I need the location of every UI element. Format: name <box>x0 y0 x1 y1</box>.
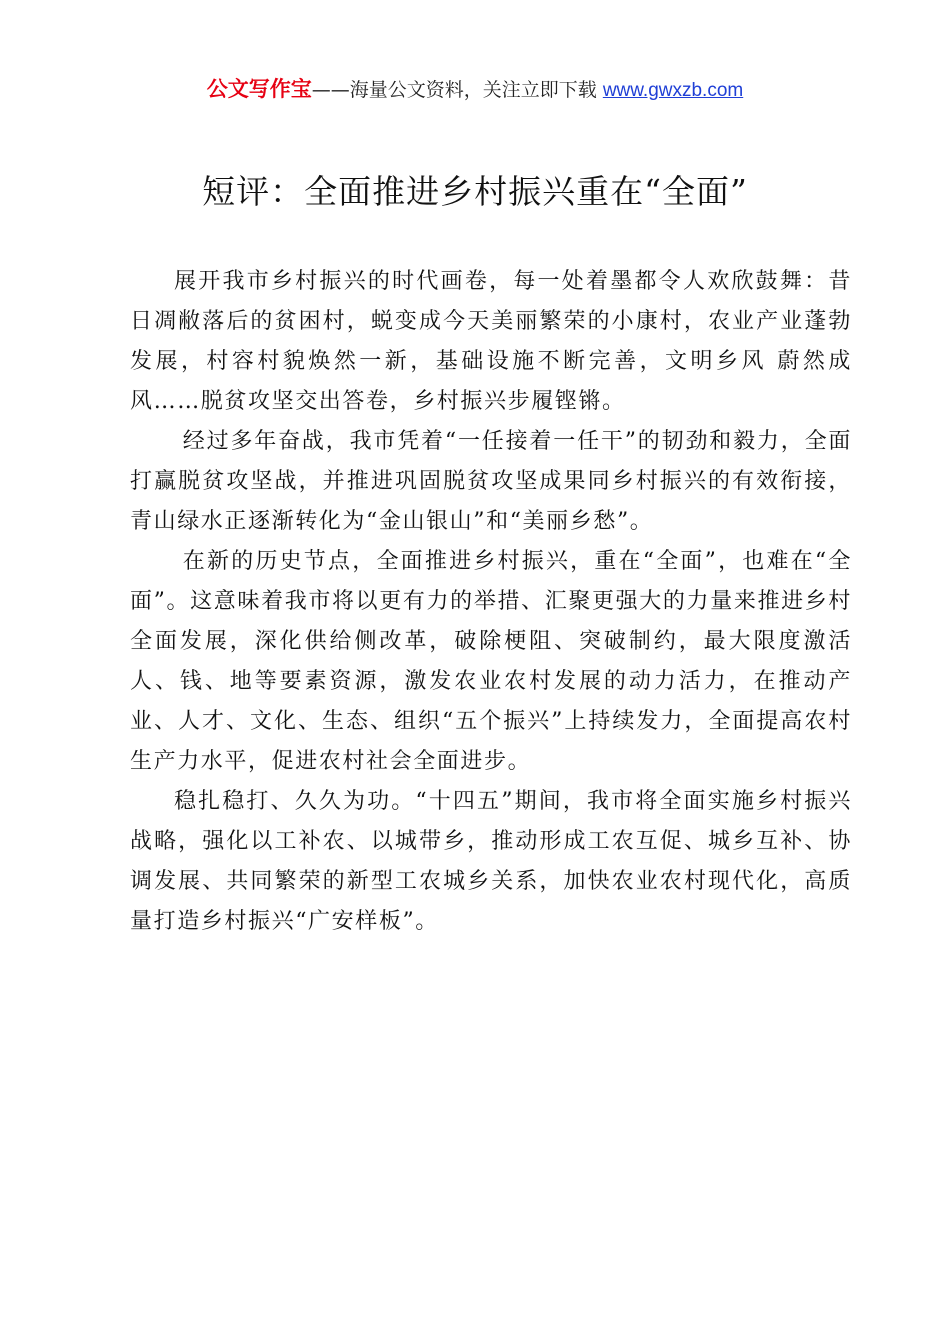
paragraph: 稳扎稳打、久久为功。“十四五”期间，我市将全面实施乡村振兴战略，强化以工补农、以城带乡，推动形成工农互促、城乡互补、协调发展、共同繁荣的新型工农城乡关系，加快农业农村现代化，高质量打造乡村振兴“广安样板”。 <box>130 789 852 934</box>
document-body <box>130 262 852 942</box>
paragraph: 在新的历史节点，全面推进乡村振兴，重在“全面”，也难在“全面”。这意味着我市将以更有力的举措、汇聚更强大的力量来推进乡村全面发展，深化供给侧改革，破除梗阻、突破制约，最大限度激活人、钱、地等要素资源，激发农业农村发展的动力活力，在推动产业、人才、文化、生态、组织“五个振兴”上持续发力，全面提高农村生产力水平，促进农村社会全面进步。 <box>130 549 852 774</box>
brand-name: 公文写作宝 <box>206 77 312 101</box>
page-header <box>0 76 950 104</box>
paragraph: 展开我市乡村振兴的时代画卷，每一处着墨都令人欢欣鼓舞：昔日凋敝落后的贫困村，蜕变成今天美丽繁荣的小康村，农业产业蓬勃发展，村容村貌焕然一新，基础设施不断完善，文明乡风 蔚然成风……脱贫攻坚交出答卷，乡村振兴步履铿锵。 <box>130 269 852 414</box>
paragraph: 经过多年奋战，我市凭着“一任接着一任干”的韧劲和毅力，全面打赢脱贫攻坚战，并推进巩固脱贫攻坚成果同乡村振兴的有效衔接，青山绿水正逐渐转化为“金山银山”和“美丽乡愁”。 <box>130 429 852 534</box>
document-title: 短评：全面推进乡村振兴重在“全面” <box>202 172 748 211</box>
header-tagline: ——海量公文资料，关注立即下载 <box>311 79 603 101</box>
website-link[interactable]: www.gwxzb.com <box>602 80 744 101</box>
